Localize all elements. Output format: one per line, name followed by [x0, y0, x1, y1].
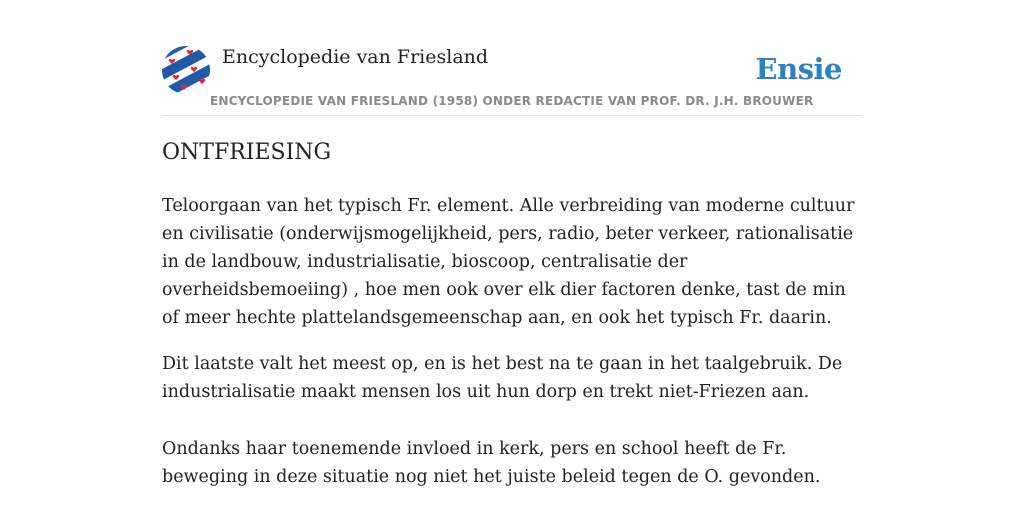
article-paragraph: Dit laatste valt het meest op, en is het best na te gaan in het taalgebruik. De industrialisatie maakt mensen los uit hun dorp en trekt niet-Friezen aan.	[162, 354, 843, 402]
encyclopedia-subtitle: ENCYCLOPEDIE VAN FRIESLAND (1958) ONDER REDACTIE VAN PROF. DR. J.H. BROUWER	[210, 94, 814, 108]
site-title[interactable]: Encyclopedie van Friesland	[222, 46, 489, 68]
article-title: ONTFRIESING	[162, 140, 332, 165]
header-divider	[162, 115, 862, 116]
frisian-flag-icon[interactable]	[162, 46, 210, 94]
article-paragraph: Teloorgaan van het typisch Fr. element. Alle verbreiding van moderne cultuur en civilisatie (onderwijsmogelijkheid, pers, radio, beter verkeer, rationalisatie in de landbouw, industrialisatie, bioscoop, centralisatie der overheidsbemoeiing) , hoe men ook over elk dier factoren denke, tast de min of meer hechte plattelandsgemeenschap aan, en ook het typisch Fr. daarin.	[162, 196, 855, 328]
brand-logo-text[interactable]: Ensie	[755, 52, 842, 86]
article-paragraph: Ondanks haar toenemende invloed in kerk, pers en school heeft de Fr. beweging in deze situatie nog niet het juiste beleid tegen de O. gevonden.	[162, 439, 821, 487]
